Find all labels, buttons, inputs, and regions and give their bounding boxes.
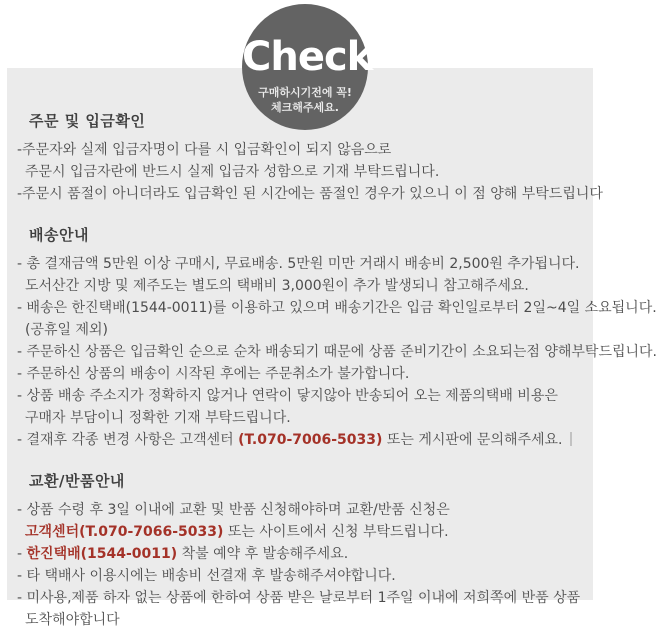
notice-text: - <box>17 546 27 562</box>
notice-text: -주문시 품절이 아니더라도 입금확인 된 시간에는 품절인 경우가 있으니 이 점 양해 부탁드립니다 <box>17 186 603 202</box>
notice-line <box>13 253 587 275</box>
notice-text: - 주문하신 상품의 배송이 시작된 후에는 주문취소가 불가합니다. <box>17 366 410 382</box>
notice-line <box>13 429 587 451</box>
notice-line <box>13 341 657 363</box>
notice-text: - 미사용,제품 하자 없는 상품에 한하여 상품 받은 날로부터 1주일 이내에 저희쪽에 반품 상품 <box>17 590 581 606</box>
notice-line <box>13 275 587 297</box>
notice-text: - 결재후 각종 변경 사항은 고객센터 <box>17 432 239 448</box>
notice-text: - 총 결재금액 5만원 이상 구매시, 무료배송. 5만원 미만 거래시 배송비 2,500원 추가됩니다. <box>17 256 580 272</box>
notice-text: - 상품 수령 후 3일 이내에 교환 및 반품 신청해야하며 교환/반품 신청은 <box>17 502 450 518</box>
notice-section <box>13 226 657 451</box>
notice-text: (공휴일 제외) <box>25 322 108 338</box>
phone-number-highlight: 고객센터(T.070-7066-5033) <box>25 524 224 540</box>
notice-line <box>13 609 587 631</box>
notice-line <box>13 139 587 161</box>
section-heading: 교환/반품안내 <box>29 472 125 490</box>
notice-text: -주문자와 실제 입금자명이 다를 시 입금확인이 되지 않음으로 <box>17 142 392 158</box>
notice-sections <box>7 68 657 628</box>
check-badge <box>242 4 373 130</box>
section-heading: 주문 및 입금확인 <box>29 112 146 130</box>
notice-text: - 상품 배송 주소지가 정확하지 않거나 연락이 닿지않아 반송되어 오는 제품의택배 비용은 <box>17 388 558 404</box>
section-heading: 배송안내 <box>29 226 89 244</box>
check-badge-title: Check <box>242 34 373 80</box>
notice-line <box>13 521 587 543</box>
notice-text: 착불 예약 후 발송해주세요. <box>177 546 349 562</box>
notice-text: 도착해야합니다 <box>25 612 120 628</box>
notice-text: 주문시 입금자란에 반드시 실제 입금자 성함으로 기재 부탁드립니다. <box>25 164 440 180</box>
notice-line <box>13 385 587 407</box>
notice-text: - 배송은 한진택배(1544-0011)를 이용하고 있으며 배송기간은 입금 확인일로부터 2일~4일 소요됩니다. <box>17 300 657 316</box>
phone-number-highlight: (T.070-7006-5033) <box>238 432 383 448</box>
check-badge-subtitle-line1: 구매하시기전에 꼭! <box>258 86 352 99</box>
notice-text: 또는 사이트에서 신청 부탁드립니다. <box>223 524 449 540</box>
notice-line <box>13 499 587 521</box>
notice-line <box>13 587 587 609</box>
notice-section <box>13 472 587 631</box>
check-badge-subtitle <box>242 85 368 115</box>
notice-line <box>13 363 587 385</box>
notice-line <box>13 297 657 319</box>
notice-line <box>13 183 603 205</box>
notice-text: 또는 게시판에 문의해주세요. <box>382 432 563 448</box>
notice-text: 도서산간 지방 및 제주도는 별도의 택배비 3,000원이 추가 발생되니 참고해주세요. <box>25 278 529 294</box>
text-cursor <box>570 432 572 446</box>
notice-text: - 주문하신 상품은 입금확인 순으로 순차 배송되기 때문에 상품 준비기간이 소요되는점 양해부탁드립니다. <box>17 344 657 360</box>
notice-line <box>13 543 587 565</box>
check-badge-subtitle-line2: 체크해주세요. <box>271 101 339 114</box>
notice-text: 구매자 부담이니 정확한 기재 부탁드립니다. <box>25 410 291 426</box>
notice-line <box>13 161 587 183</box>
notice-line <box>13 407 587 429</box>
notice-line <box>13 319 587 341</box>
phone-number-highlight: 한진택배(1544-0011) <box>26 546 178 562</box>
notice-text: - 타 택배사 이용시에는 배송비 선결재 후 발송해주셔야합니다. <box>17 568 396 584</box>
notice-line <box>13 565 587 587</box>
